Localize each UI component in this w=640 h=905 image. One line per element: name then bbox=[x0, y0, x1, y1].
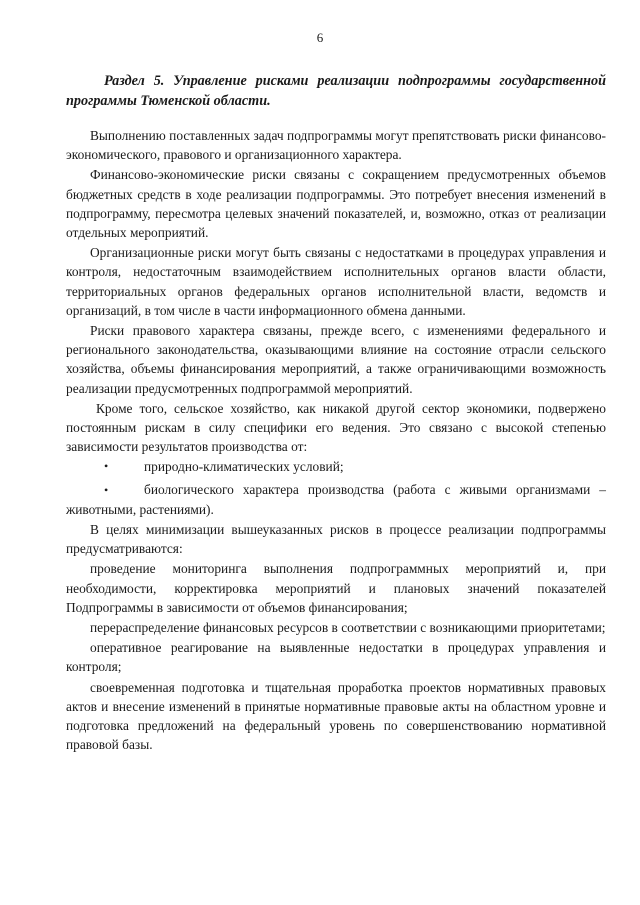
paragraph-legal-risks: Риски правового характера связаны, прежде всего, с изменениями федерального и регионального законодательства, оказывающими влияние на состояние отрасли сельского хозяйства, объемы финансирования мероприятий, а также ограничивающими возможность реализации предусмотренных подпрограммой мероприятий. bbox=[66, 323, 606, 396]
section-body bbox=[66, 126, 606, 756]
paragraph-agriculture-risks: Кроме того, сельское хозяйство, как никакой другой сектор экономики, подвержено постоянным рискам в силу специфики его ведения. Это связано с высокой степенью зависимости результатов производства от: bbox=[66, 400, 606, 455]
paragraph-measures-intro: В целях минимизации вышеуказанных рисков в процессе реализации подпрограммы предусматриваются: bbox=[66, 522, 606, 557]
section-heading: Раздел 5. Управление рисками реализации подпрограммы государственной программы Тюменской области. bbox=[66, 73, 606, 109]
bullet-item-biological bbox=[66, 480, 606, 519]
page-number: 6 bbox=[316, 30, 324, 45]
measure-item-monitoring: проведение мониторинга выполнения подпрограммных мероприятий и, при необходимости, корректировка мероприятий и плановых значений показателей Подпрограммы в зависимости от объемов финансирования; bbox=[66, 561, 606, 615]
bullet-text: природно-климатических условий; bbox=[144, 459, 344, 475]
paragraph-financial-risks: Финансово-экономические риски связаны с сокращением предусмотренных объемов бюджетных средств в ходе реализации подпрограммы. Это потребует внесения изменений в подпрограмму, пересмотра целевых значений показателей, и, возможно, отказ от реализации отдельных мероприятий. bbox=[66, 167, 606, 241]
bullet-icon: • bbox=[104, 459, 109, 474]
bullet-text: биологического характера производства (работа с живыми организмами – животными, растениями). bbox=[66, 481, 606, 517]
bullet-icon: • bbox=[104, 482, 109, 497]
paragraph-risks-overview: Выполнению поставленных задач подпрограммы могут препятствовать риски финансово-экономического, правового и организационного характера. bbox=[66, 128, 606, 163]
measure-item-legislation: своевременная подготовка и тщательная проработка проектов нормативных правовых актов и внесение изменений в принятые нормативные правовые акты на областном уровне и подготовка предложений на федеральный уровень по совершенствованию нормативной правовой базы. bbox=[66, 679, 606, 753]
paragraph-organizational-risks: Организационные риски могут быть связаны с недостатками в процедурах управления и контроля, недостаточным взаимодействием исполнительных органов власти области, территориальных органов федеральных органов исполнительной власти, ведомств и организаций, в том числе в части информационного обмена данными. bbox=[66, 245, 606, 318]
measure-item-redistribution: перераспределение финансовых ресурсов в соответствии с возникающими приоритетами; bbox=[90, 620, 606, 636]
measure-item-response: оперативное реагирование на выявленные недостатки в процедурах управления и контроля; bbox=[66, 640, 606, 675]
bullet-item-climate bbox=[66, 457, 606, 476]
